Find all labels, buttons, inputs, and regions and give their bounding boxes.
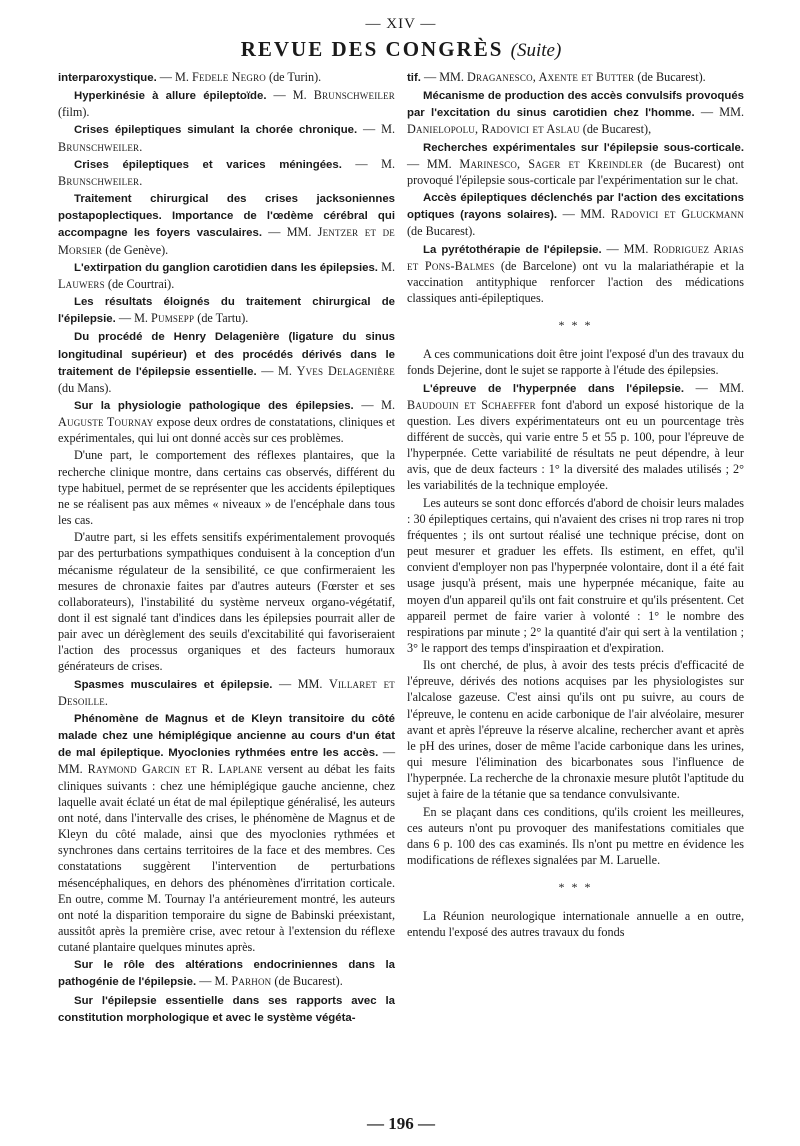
paragraph: Mécanisme de production des accès convulsifs provoqués par l'excitation du sinus carotidien chez l'homme. — MM. Danielopolu, Radovici et Aslau (de Bucarest), — [407, 90, 744, 137]
running-head-title: REVUE DES CONGRÈS — [240, 37, 504, 61]
page-number: — 196 — — [367, 1114, 435, 1133]
journal-page — [58, 14, 744, 1134]
paragraph: Les auteurs se sont donc efforcés d'abord de choisir leurs malades : 30 épileptiques certains, qui n'avaient des crises ni trop rares ni trop fréquentes ; ils ont surtout réalisé une technique précise, dont on peut mesurer et graduer les effets. Ils estiment, en effet, qu'il convient d'employer non pas l'hyperpnée volontaire, dont il a été fait usage jusqu'à présent, mais une hyperpnée mécanique, faite au moyen d'un appareil qu'ils ont fait construire et qu'ils présentent. Cet appareil permet de faire varier à volonté : 1° le nombre des respirations par minute ; 2° la quantité d'air qui sert à la ventilation ; 3° le rapport des temps d'inspiraation et d'expiration. — [407, 495, 744, 655]
paragraph: Traitement chirurgical des crises jacksoniennes postapoplectiques. Importance de l'œdème cérébral qui accompagne les foyers vasculaires. — MM. Jentzer et de Morsier (de Genève). — [58, 193, 395, 257]
paragraph: En se plaçant dans ces conditions, qu'ils croient les meilleures, ces auteurs n'ont pu provoquer des manifestations comitiales que dans 6 p. 100 des cas examinés. Ils n'ont pu mettre en évidence les modifications de réflexes signalées par M. Laruelle. — [407, 804, 744, 868]
paragraph: Spasmes musculaires et épilepsie. — MM. Villaret et Desoille. — [58, 676, 395, 708]
paragraph: La Réunion neurologique internationale annuelle a en outre, entendu l'exposé des autres travaux du fonds — [407, 909, 744, 940]
running-head-suite: (Suite) — [510, 40, 562, 61]
paragraph: tif. — MM. Draganesco, Axente et Butter (de Bucarest). — [407, 70, 706, 84]
paragraph: L'épreuve de l'hyperpnée dans l'épilepsie. — MM. Baudouin et Schaeffer font d'abord un exposé historique de la question. Les divers expérimentateurs ont eu un pourcentage très différent de succès, qui varie entre 5 et 55 p. 100, pour l'épreuve de l'hyperpnée. Cette variabilité de résultats ne peut dépendre, à leur avis, que de deux facteurs : 1° la diversité des malades utilisés ; 2° les variabilités de la technique employée. — [407, 380, 744, 493]
paragraph: Sur l'épilepsie essentielle dans ses rapports avec la constitution morphologique et avec le système végéta- — [58, 994, 395, 1024]
right-column — [407, 69, 744, 1101]
paragraph: Recherches expérimentales sur l'épilepsie sous-corticale. — MM. Marinesco, Sager et Kreindler (de Bucarest) ont provoqué l'épilepsie sous-corticale par l'expérimentation sur le chat. — [407, 141, 744, 187]
running-head — [58, 36, 744, 64]
paragraph: Hyperkinésie à allure épileptoïde. — M. Brunschweiler (film). — [58, 88, 395, 120]
paragraph: Ils ont cherché, de plus, à avoir des tests précis d'efficacité de l'épreuve, dérivés des notions acquises par les physiologistes sur l'alcalose gazeuse. C'est ainsi qu'ils ont pu suivre, au cours de l'épreuve, le contenu en acide carbonique de l'air alvéolaire, mesurer avant et après l'épreuve la réserve alcaline, rechercher avant et après le pH des urines, doser de même l'acide carbonique dans les urines, qui mesure l'élimination des bicarbonates sous l'influence de l'hyperpnée. La recherche de la chronaxie mesure plutôt l'aptitude du sujet à faire de la tétanie que sa tendance convulsivante. — [407, 658, 744, 802]
paragraph: Accès épileptiques déclenchés par l'action des excitations optiques (rayons solaires). — MM. Radovici et Gluckmann (de Bucarest). — [407, 192, 744, 239]
paragraph: Sur la physiologie pathologique des épilepsies. — M. Auguste Tournay expose deux ordres de constatations, cliniques et expérimentales, qui lui ont donné accès sur ces problèmes. — [58, 397, 395, 446]
left-column — [58, 69, 395, 1101]
paragraph: D'autre part, si les effets sensitifs expérimentalement provoqués par des perturbations sympathiques conduisent à la conception d'un mécanisme régulateur de la sensibilité, ce que confirmeraient les mesures de chronaxie faites par d'autres auteurs (Fœrster et ses collaborateurs), l'instabilité du système nerveux organo-végétatif, dont il est signalé tant d'indices dans les épilepsies pourrait aller de pair avec un dérèglement des seuils d'excitabilité qui favoriseraient l'action des processus organiques et des facteurs humoraux générateurs de crises. — [58, 530, 395, 674]
paragraph: A ces communications doit être joint l'exposé d'un des travaux du fonds Dejerine, dont le sujet se rapporte à l'étude des épilepsies. — [407, 347, 744, 378]
paragraph: Les résultats éloignés du traitement chirurgical de l'épilepsie. — M. Pumsepp (de Tartu). — [58, 296, 395, 326]
paragraph: D'une part, le comportement des réflexes plantaires, que la recherche clinique montre, dans certains cas observés, différent du type habituel, permet de se représenter que les accidents épileptiques ne se réalisent pas aux mêmes « niveaux » de l'encéphale dans tous les cas. — [58, 448, 395, 528]
paragraph: interparoxystique. — M. Fedele Negro (de Turin). — [58, 70, 322, 84]
paragraph: L'extirpation du ganglion carotidien dans les épilepsies. M. Lauwers (de Courtrai). — [58, 259, 395, 291]
paragraph: La pyrétothérapie de l'épilepsie. — MM. Rodriguez Arias et Pons-Balmes (de Barcelone) ont vu la malariathérapie et la vaccination antityphique renforcer l'action des médications classiques anti-épileptiques. — [407, 241, 744, 306]
paragraph: Crises épileptiques simulant la chorée chronique. — M. Brunschweiler. — [58, 122, 395, 154]
paragraph: Sur le rôle des altérations endocriniennes dans la pathogénie de l'épilepsie. — M. Parhon (de Bucarest). — [58, 959, 395, 989]
roman-page-number: — XIV — — [365, 16, 437, 32]
section-separator-asterisks: * * * — [558, 880, 593, 895]
two-column-body — [58, 69, 744, 1101]
paragraph: Phénomène de Magnus et de Kleyn transitoire du côté malade chez une hémiplégique ancienne au cours d'un état de mal épileptique. Myoclonies rythmées entre les accès. — MM. Raymond Garcin et R. Laplane versent au débat les faits cliniques suivants : chez une hémiplégique gauche ancienne, chez laquelle avait éclaté un état de mal épileptique généralisé, les auteurs ont noté, dans l'intervalle des crises, le phénomène de Magnus et de Kleyn du côté malade, ainsi que des myoclonies rythmées et synchrones dans certains territoires de la face et des membres. Ces constatations suggèrent l'intervention de perturbations mésencéphaliques, en dehors des phénomènes d'irritation corticale. En outre, comme M. Tournay l'a antérieurement montré, les auteurs ont noté la disparition temporaire du signe de Babinski préexistant, aussitôt après la première crise, avec retour à l'extension du réflexe cutané plantaire quelques minutes après. — [58, 712, 396, 955]
paragraph: Du procédé de Henry Delagenière (ligature du sinus longitudinal supérieur) et des procédés dérivés dans le traitement de l'épilepsie essentielle. — M. Yves Delagenière (du Mans). — [58, 331, 395, 395]
section-separator-asterisks: * * * — [558, 318, 593, 333]
paragraph: Crises épileptiques et varices méningées. — M. Brunschweiler. — [58, 156, 395, 188]
